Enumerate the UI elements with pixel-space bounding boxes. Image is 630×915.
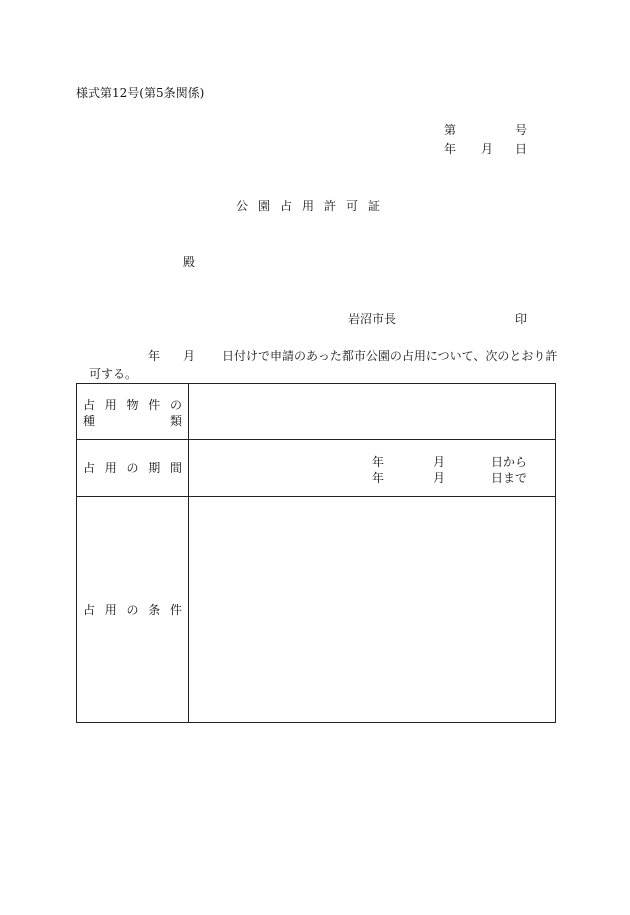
label-char: 類 [169, 414, 182, 428]
application-date-month: 月 [183, 349, 196, 363]
table-row-occupation-conditions [77, 497, 555, 722]
issue-date-day: 日 [515, 142, 528, 156]
label-char: 用 [104, 398, 117, 412]
issue-date-month: 月 [481, 142, 494, 156]
label-char: の [126, 461, 139, 475]
period-end-day: 日まで [491, 471, 528, 485]
occupation-conditions-value[interactable] [189, 497, 555, 722]
occupied-item-type-label-line2 [83, 414, 182, 428]
form-number: 様式第12号(第5条関係) [76, 86, 205, 100]
period-end-month: 月 [433, 471, 446, 485]
occupied-item-type-label-line1 [83, 398, 182, 412]
label-char: 種 [83, 414, 96, 428]
label-char: 用 [104, 461, 117, 475]
label-char: の [126, 603, 139, 617]
period-start-day: 日から [491, 455, 528, 469]
label-char: 条 [148, 603, 161, 617]
seal-mark: 印 [515, 312, 528, 326]
label-char: 占 [83, 398, 96, 412]
label-char: 間 [169, 461, 182, 475]
document-number-prefix: 第 [444, 123, 457, 137]
document-number-suffix: 号 [515, 123, 528, 137]
permission-statement-continued: 可する。 [89, 367, 138, 381]
table-row-occupied-item-type [77, 384, 555, 440]
permit-details-table [76, 383, 556, 723]
label-char: 物 [126, 398, 139, 412]
occupation-conditions-label-text [83, 603, 182, 617]
issuer-title: 岩沼市長 [348, 312, 397, 326]
occupation-period-label [77, 440, 189, 496]
period-start-year: 年 [372, 455, 385, 469]
occupation-period-label-text [83, 461, 182, 475]
occupation-conditions-label [77, 497, 189, 722]
addressee-honorific: 殿 [183, 255, 196, 269]
label-char: 期 [148, 461, 161, 475]
period-start-month: 月 [433, 455, 446, 469]
occupied-item-type-value[interactable] [189, 384, 555, 439]
label-char: 件 [169, 603, 182, 617]
label-char: 占 [83, 461, 96, 475]
permission-statement: 日付けで申請のあった都市公園の占用について、次のとおり許 [222, 349, 558, 363]
label-char: 用 [104, 603, 117, 617]
document-title: 公園占用許可証 [236, 199, 391, 213]
period-end-year: 年 [372, 471, 385, 485]
occupied-item-type-label [77, 384, 189, 439]
occupation-period-value[interactable] [189, 440, 555, 496]
table-row-occupation-period [77, 440, 555, 497]
issue-date-year: 年 [444, 142, 457, 156]
label-char: 占 [83, 603, 96, 617]
label-char: 件 [148, 398, 161, 412]
application-date-year: 年 [148, 349, 161, 363]
label-char: の [169, 398, 182, 412]
